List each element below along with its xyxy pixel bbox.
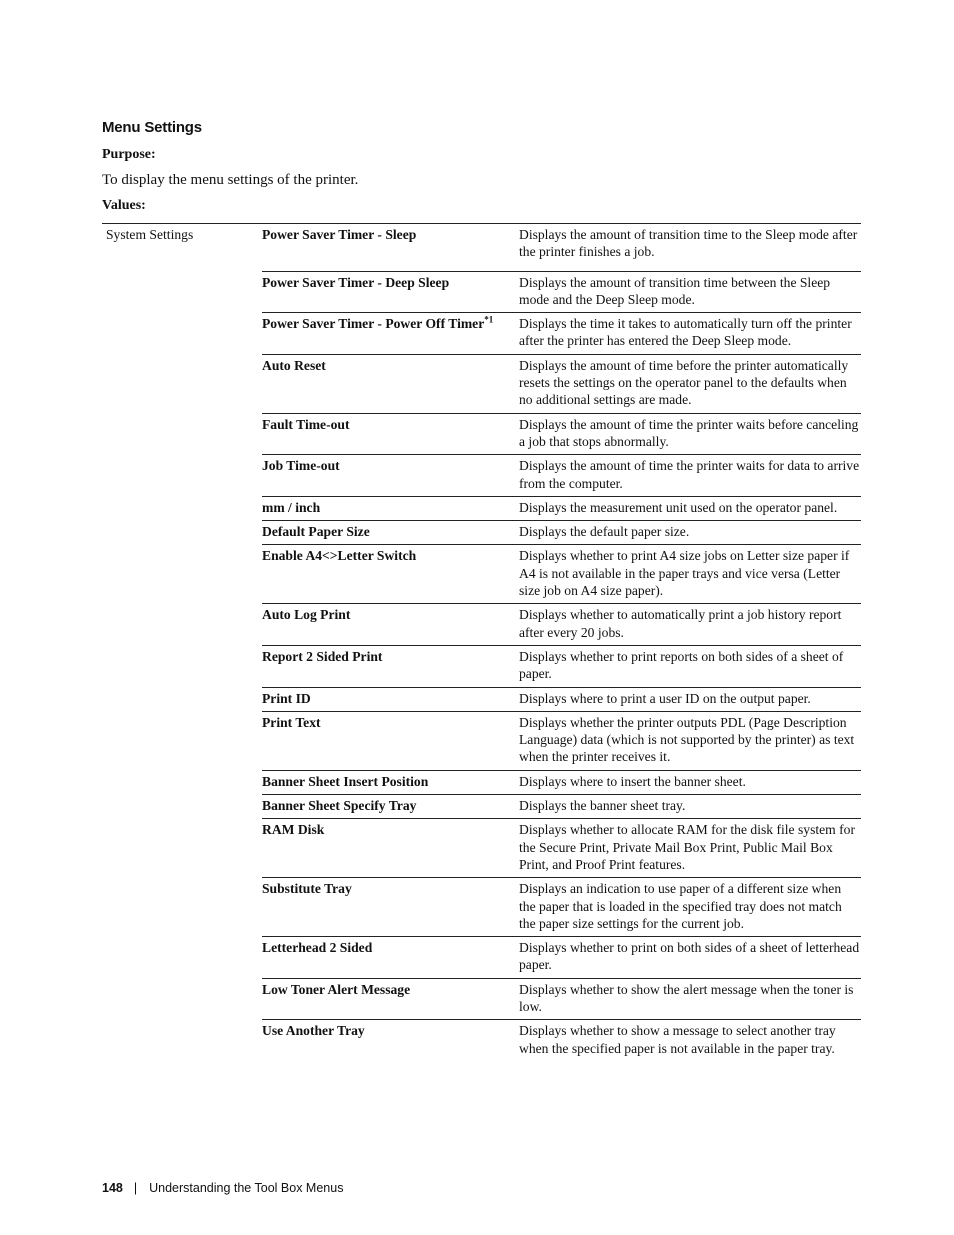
setting-name-text: mm / inch	[262, 499, 321, 515]
table-row	[102, 687, 861, 711]
setting-name	[262, 770, 519, 794]
setting-name-text: Power Saver Timer - Sleep	[262, 227, 417, 242]
table-row	[102, 313, 861, 355]
section-cell	[102, 545, 262, 604]
section-cell	[102, 819, 262, 878]
setting-description: Displays whether the printer outputs PDL (Page Description Language) data (which is not supported by the printer) as text when the printer receives it.	[519, 711, 861, 770]
page-number: 148	[102, 1181, 123, 1195]
footnote-marker: *1	[484, 314, 494, 325]
setting-description: Displays the amount of time the printer waits for data to arrive from the computer.	[519, 455, 861, 497]
values-table	[102, 223, 861, 1061]
table-row	[102, 545, 861, 604]
setting-name-text: Default Paper Size	[262, 524, 370, 540]
setting-name	[262, 545, 519, 604]
setting-name	[262, 645, 519, 687]
section-heading: Menu Settings	[102, 119, 202, 136]
table-row	[102, 271, 861, 313]
section-cell	[102, 354, 262, 413]
setting-description: Displays whether to show a message to select another tray when the specified paper is not available in the paper tray.	[519, 1023, 836, 1056]
setting-name	[262, 687, 519, 711]
setting-name	[262, 271, 519, 313]
setting-name-text: Fault Time-out	[262, 416, 350, 432]
section-cell	[102, 496, 262, 520]
section-cell	[102, 937, 262, 979]
setting-description: Displays whether to automatically print a job history report after every 20 jobs.	[519, 604, 861, 646]
section-cell	[102, 687, 262, 711]
setting-name-text: Low Toner Alert Message	[262, 981, 411, 997]
setting-description: Displays where to print a user ID on the output paper.	[519, 687, 861, 711]
setting-description: Displays the measurement unit used on the operator panel.	[519, 496, 861, 520]
setting-name	[262, 937, 519, 979]
setting-name	[262, 224, 519, 272]
setting-name-text: RAM Disk	[262, 822, 325, 838]
table-row	[102, 455, 861, 497]
section-cell	[102, 795, 262, 819]
setting-name-text: Enable A4<>Letter Switch	[262, 548, 417, 564]
table-row	[102, 978, 861, 1020]
setting-name	[262, 1020, 519, 1061]
setting-description: Displays the default paper size.	[519, 521, 861, 545]
section-cell	[102, 711, 262, 770]
table-row	[102, 413, 861, 455]
setting-name-text: Auto Reset	[262, 357, 326, 373]
setting-name-text: Report 2 Sided Print	[262, 648, 383, 664]
setting-name-text: Letterhead 2 Sided	[262, 940, 373, 956]
section-cell	[102, 978, 262, 1020]
setting-name	[262, 878, 519, 937]
setting-name	[262, 313, 519, 355]
section-cell	[102, 645, 262, 687]
section-cell	[102, 521, 262, 545]
setting-name	[262, 711, 519, 770]
setting-name	[262, 604, 519, 646]
setting-description: Displays whether to allocate RAM for the disk file system for the Secure Print, Private Mail Box Print, Public Mail Box Print, and Proof Print features.	[519, 819, 861, 878]
section-cell	[102, 413, 262, 455]
table-row	[102, 1020, 861, 1061]
setting-description: Displays the amount of time before the printer automatically resets the settings on the operator panel to the defaults when no additional settings are made.	[519, 354, 861, 413]
setting-name-text: Print Text	[262, 714, 321, 730]
table-row	[102, 604, 861, 646]
table-row	[102, 937, 861, 979]
section-cell: System Settings	[102, 224, 262, 272]
section-cell	[102, 455, 262, 497]
setting-name-text: Substitute Tray	[262, 881, 352, 897]
table-row	[102, 819, 861, 878]
table-row	[102, 354, 861, 413]
table-row	[102, 878, 861, 937]
setting-description: Displays the amount of time the printer waits before canceling a job that stops abnormally.	[519, 413, 861, 455]
section-cell	[102, 770, 262, 794]
setting-name-text: Auto Log Print	[262, 607, 351, 623]
section-cell	[102, 604, 262, 646]
page-footer	[102, 1181, 343, 1195]
setting-description: Displays where to insert the banner sheet.	[519, 770, 861, 794]
setting-description: Displays an indication to use paper of a different size when the paper that is loaded in the specified tray does not match the paper size settings for the current job.	[519, 878, 861, 937]
setting-name-text: Print ID	[262, 690, 311, 706]
setting-name-text: Use Another Tray	[262, 1023, 365, 1039]
table-row	[102, 224, 861, 272]
purpose-label: Purpose:	[102, 147, 156, 162]
section-cell	[102, 271, 262, 313]
setting-name	[262, 354, 519, 413]
setting-description: Displays the time it takes to automatically turn off the printer after the printer has entered the Deep Sleep mode.	[519, 313, 861, 355]
table-row	[102, 645, 861, 687]
table-row	[102, 795, 861, 819]
setting-name-text: Power Saver Timer - Power Off Timer	[262, 316, 485, 332]
table-row	[102, 521, 861, 545]
values-table-body	[102, 224, 861, 1061]
setting-description: Displays whether to show the alert message when the toner is low.	[519, 978, 861, 1020]
setting-name-text: Banner Sheet Specify Tray	[262, 798, 417, 814]
setting-name-text: Power Saver Timer - Deep Sleep	[262, 274, 450, 290]
chapter-title: Understanding the Tool Box Menus	[149, 1181, 344, 1195]
table-row	[102, 496, 861, 520]
section-cell	[102, 1020, 262, 1061]
setting-description: Displays the amount of transition time to the Sleep mode after the printer finishes a job.	[519, 224, 861, 272]
setting-description: Displays the amount of transition time between the Sleep mode and the Deep Sleep mode.	[519, 271, 861, 313]
section-cell	[102, 878, 262, 937]
setting-description: Displays whether to print reports on both sides of a sheet of paper.	[519, 645, 861, 687]
setting-name	[262, 819, 519, 878]
setting-description: Displays whether to print on both sides of a sheet of letterhead paper.	[519, 937, 861, 979]
footer-separator: |	[133, 1181, 138, 1195]
setting-description: Displays the banner sheet tray.	[519, 795, 861, 819]
setting-name	[262, 795, 519, 819]
setting-name	[262, 455, 519, 497]
setting-name	[262, 413, 519, 455]
table-row	[102, 711, 861, 770]
setting-name	[262, 496, 519, 520]
setting-description: Displays whether to print A4 size jobs on Letter size paper if A4 is not available in the paper trays and vice versa (Letter size job on A4 size paper).	[519, 545, 861, 604]
values-label: Values:	[102, 198, 146, 213]
setting-name	[262, 521, 519, 545]
purpose-text: To display the menu settings of the printer.	[102, 172, 359, 188]
setting-name-text: Job Time-out	[262, 458, 340, 474]
setting-name	[262, 978, 519, 1020]
section-cell	[102, 313, 262, 355]
setting-name-text: Banner Sheet Insert Position	[262, 773, 429, 789]
table-row	[102, 770, 861, 794]
